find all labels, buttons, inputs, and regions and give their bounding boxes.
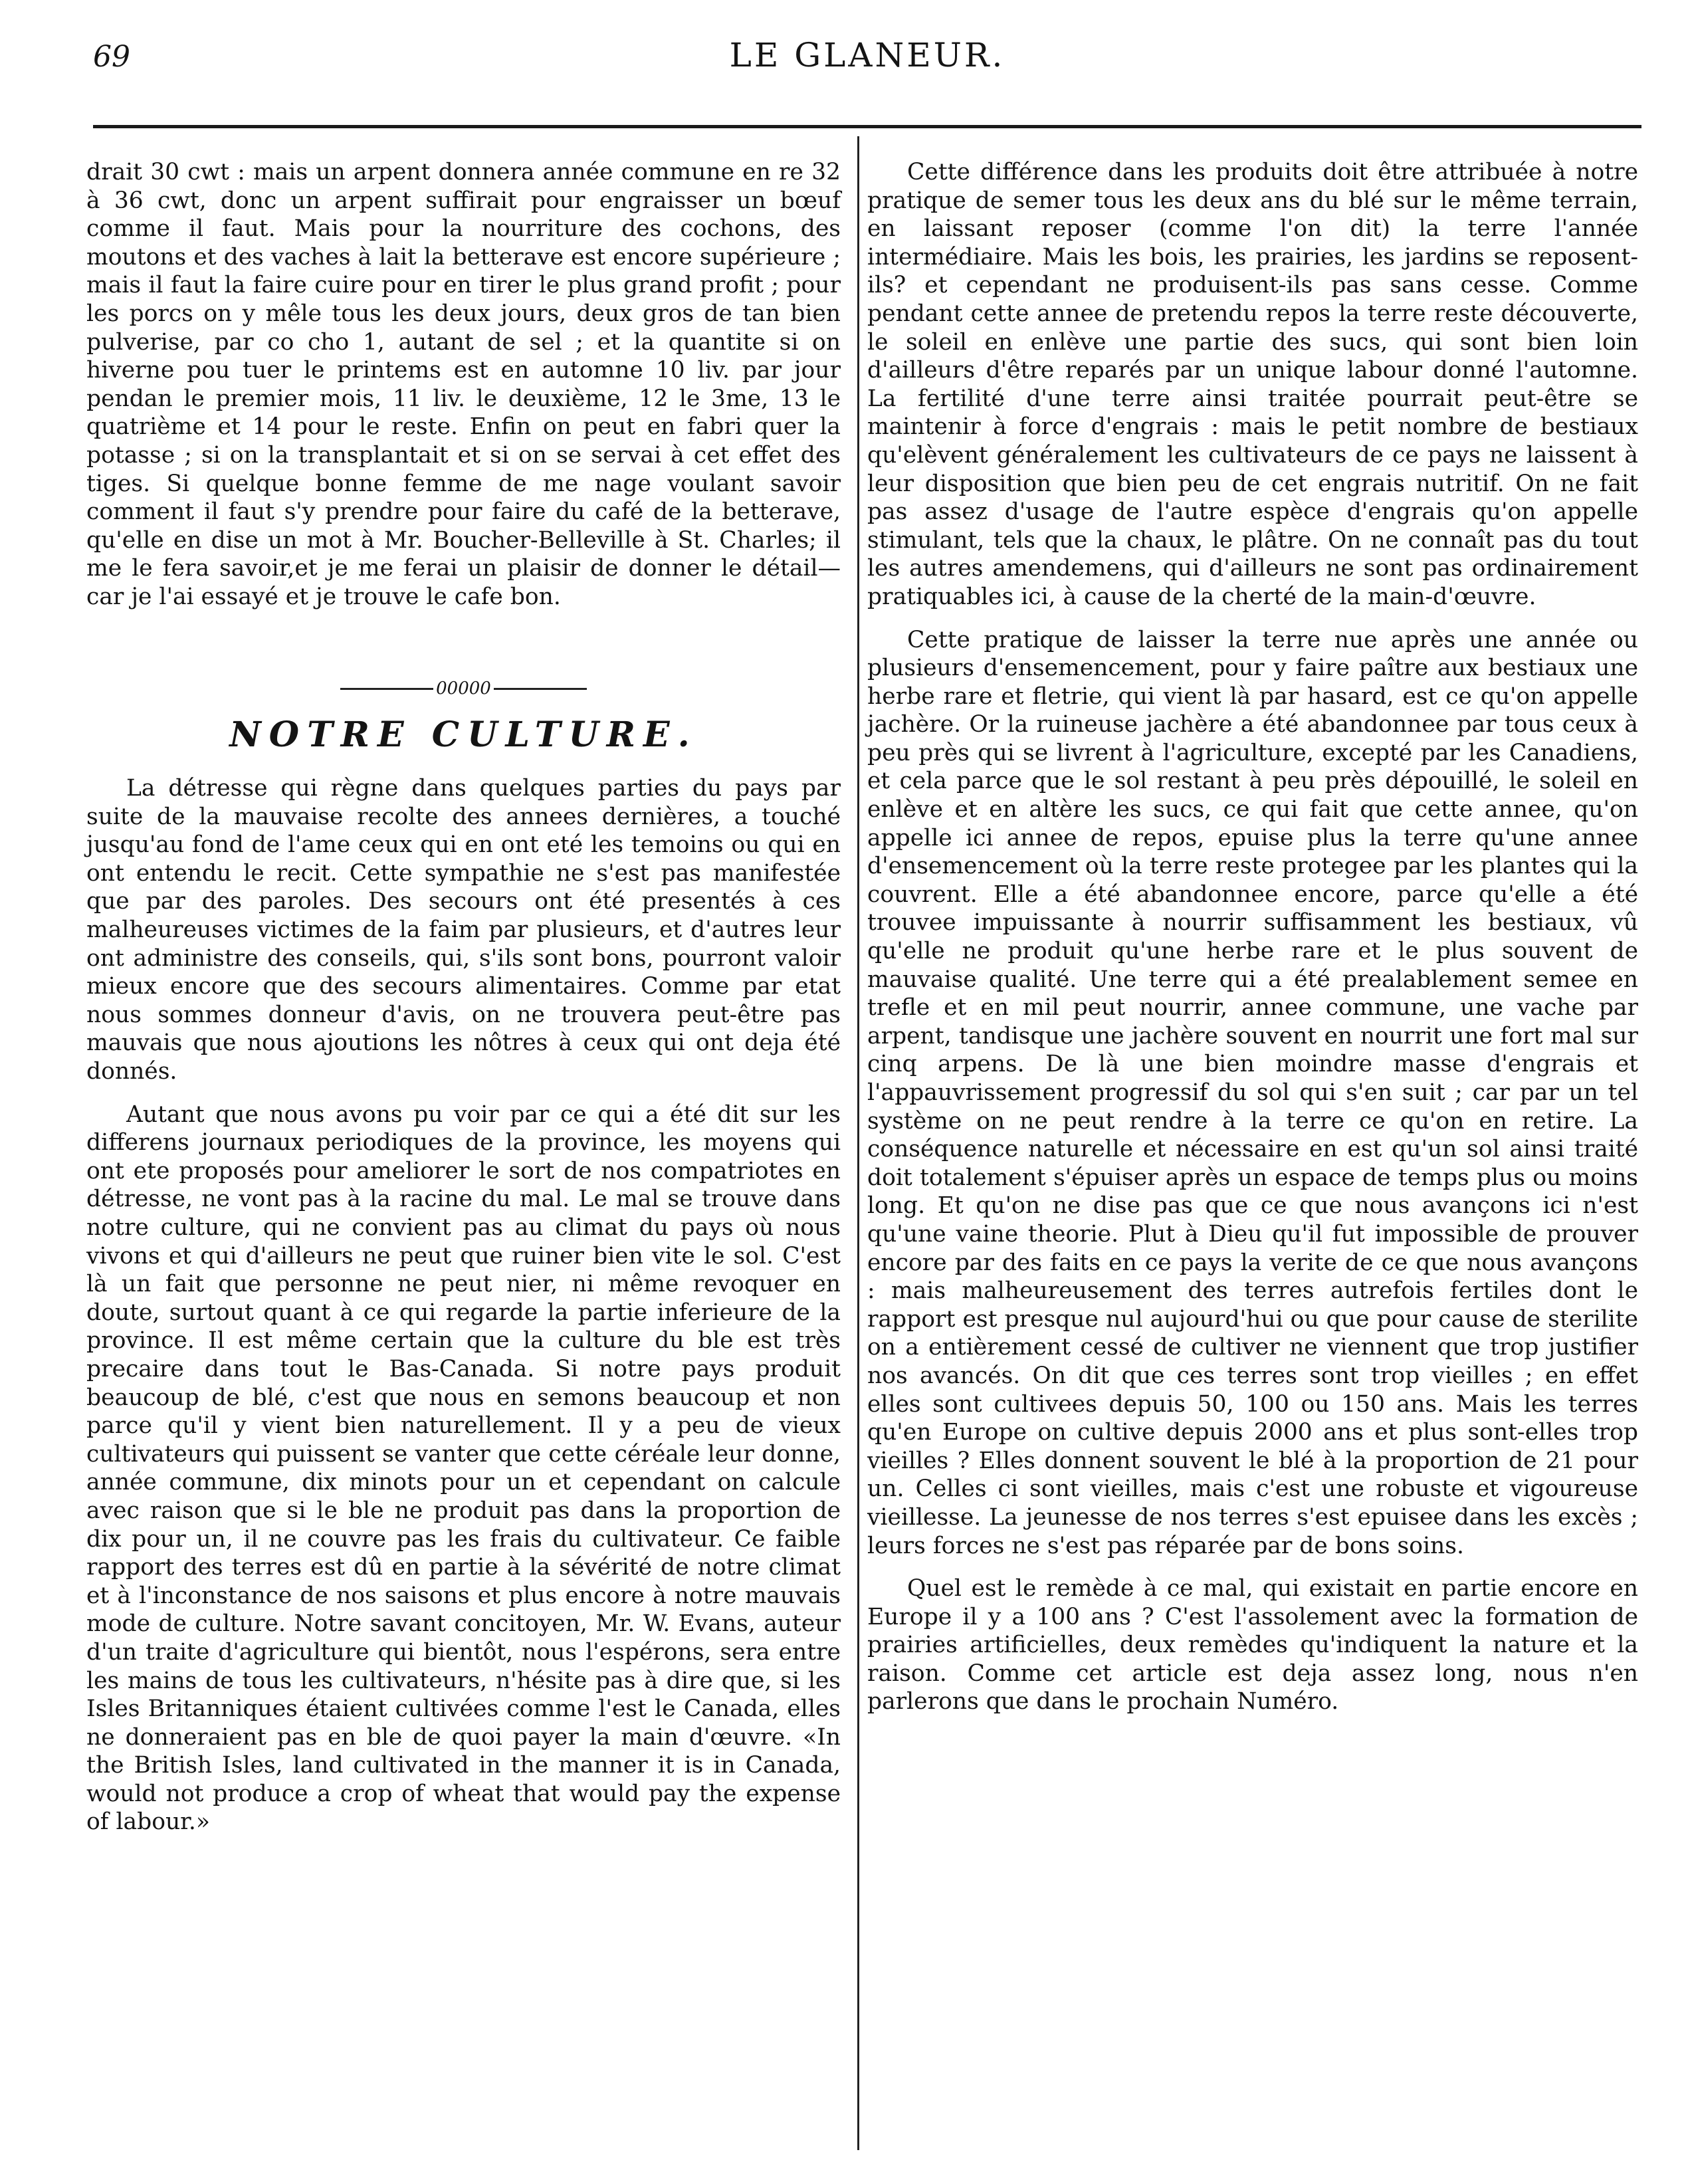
header-rule xyxy=(93,125,1641,128)
page-number: 69 xyxy=(93,40,130,74)
article-paragraph: Cette pratique de laisser la terre nue après une année ou plusieurs d'ensemencement, pour y faire paître aux bestiaux une herbe rare et fletrie, qui vient là par hasard, est ce qu'on appelle jachère. Or la ruineuse jachère a été abandonnee par tous ceux à peu près qui se livrent à l'agriculture, excepté par les Canadiens, et cela parce que le sol restant à peu près dépouillé, le soleil en enlève et en altère les sucs, ce qui fait que cette annee, qu'on appelle ici annee de repos, epuise plus la terre qu'une annee d'ensemencement où la terre reste protegee par les plantes qui la couvrent. Elle a été abandonnee encore, parce qu'elle a été trouvee impuissante à nourrir suffisamment les bestiaux, vû qu'elle ne produit qu'une herbe rare et le plus souvent de mauvaise qualité. Une terre qui a été prealablement semee en trefle et en mil peut nourrir, annee commune, une vache par arpent, tandisque une jachère souvent en nourrit une fort mal sur cinq arpens. De là une bien moindre masse d'engrais et l'appauvrissement progressif du sol qui s'en suit ; car par un tel système on ne peut rendre à la terre ce qu'on en retire. La conséquence naturelle et nécessaire en est qu'un sol ainsi traité doit totalement s'épuiser après un espace de temps plus ou moins long. Et qu'on ne dise pas que ce que nous avançons ici n'est qu'une vaine theorie. Plut à Dieu qu'il fut impossible de prouver encore par des faits en ce pays la verite de ce que nous avançons : mais malheureusement des terres autrefois fertiles dont le rapport est presque nul aujourd'hui ou que pour cause de sterilite on a entièrement cessé de cultiver ne viennent que trop justifier nos avancés. On dit que ces terres sont trop vieilles ; en effet elles sont cultivees depuis 50, 100 ou 150 ans. Mais les terres qu'en Europe on cultive depuis 2000 ans et plus sont-elles trop vieilles ? Elles donnent souvent le blé à la proportion de 21 pour un. Celles ci sont vieilles, mais c'est une robuste et vigoureuse vieillesse. La jeunesse de nos terres s'est epuisee dans les excès ; leurs forces ne s'est pas réparée par de bons soins. xyxy=(867,626,1638,1559)
column-divider xyxy=(857,136,859,2150)
article-paragraph: La détresse qui règne dans quelques parties du pays par suite de la mauvaise recolte des annees dernières, a touché jusqu'au fond de l'ame ceux qui en ont eté les temoins ou qui en ont entendu le recit. Cette sympathie ne s'est pas manifestée que par des paroles. Des secours ont été presentés à ces malheureuses victimes de la faim par plusieurs, et d'autres leur ont administre des conseils, qui, s'ils sont bons, pourront valoir mieux encore que des secours alimentaires. Comme par etat nous sommes donneur d'avis, on ne trouvera peut-être pas mauvais que nous ajoutions les nôtres à ceux qui ont deja été donnés. xyxy=(86,775,841,1085)
continued-paragraph: drait 30 cwt : mais un arpent donnera année commune en re 32 à 36 cwt, donc un arpent suffirait pour engraisser un bœuf comme il faut. Mais pour la nourriture des cochons, des moutons et des vaches à lait la betterave est encore supérieure ; mais il faut la faire cuire pour en tirer le plus grand profit ; pour les porcs on y mêle tous les deux jours, deux gros de tan bien pulverise, par co cho 1, autant de sel ; et la quantite si on hiverne pou tuer le printems est en automne 10 liv. par jour pendan le premier mois, 11 liv. le deuxième, 12 le 3me, 13 le quatrième et 14 pour le reste. Enfin on peut en fabri quer la potasse ; si on la transplantait et si on se servai à cet effet des tiges. Si quelque bonne femme de me nage voulant savoir comment il faut s'y prendre pour faire du café de la betterave, qu'elle en dise un mot à Mr. Boucher-Belleville à St. Charles; il me le fera savoir,et je me ferai un plaisir de donner le détail—car je l'ai essayé et je trouve le cafe bon. xyxy=(86,159,841,610)
separator-mark: 00000 xyxy=(436,678,491,699)
separator-dash-right xyxy=(494,688,587,690)
section-title: NOTRE CULTURE. xyxy=(229,714,698,755)
journal-title: LE GLANEUR. xyxy=(729,36,1005,74)
left-column xyxy=(86,158,841,1836)
article-paragraph: Quel est le remède à ce mal, qui existait en partie encore en Europe il y a 100 ans ? C'est l'assolement avec la formation de prairies artificielles, deux remèdes qu'indiquent la nature et la raison. Comme cet article est deja assez long, nous n'en parlerons que dans le prochain Numéro. xyxy=(867,1575,1638,1715)
section-separator xyxy=(86,675,841,699)
article-paragraph: Cette différence dans les produits doit être attribuée à notre pratique de semer tous les deux ans du blé sur le même terrain, en laissant reposer (comme l'on dit) la terre l'année intermédiaire. Mais les bois, les prairies, les jardins se reposent-ils? et cependant ne produisent-ils pas sans cesse. Comme pendant cette annee de pretendu repos la terre reste découverte, le soleil en enlève une partie des sucs, qui sont bien loin d'ailleurs d'être reparés par un unique labour donné l'automne. La fertilité d'une terre ainsi traitée pourrait peut-être se maintenir à force d'engrais : mais le petit nombre de bestiaux qu'elèvent généralement les cultivateurs de ce pays ne laissent à leur disposition que bien peu de cet engrais nutritif. On ne fait pas assez d'usage de l'autre espèce d'engrais qu'on appelle stimulant, tels que la chaux, le plâtre. On ne connaît pas du tout les autres amendemens, qui d'ailleurs ne sont pas ordinairement pratiquables ici, à cause de la cherté de la main-d'œuvre. xyxy=(867,159,1638,610)
article-paragraph: Autant que nous avons pu voir par ce qui a été dit sur les differens journaux periodiques de la province, les moyens qui ont ete proposés pour ameliorer le sort de nos compatriotes en détresse, ne vont pas à la racine du mal. Le mal se trouve dans notre culture, qui ne convient pas au climat du pays où nous vivons et qui d'ailleurs ne peut que ruiner bien vite le sol. C'est là un fait que personne ne peut nier, ni même revoquer en doute, surtout quant à ce qui regarde la partie inferieure de la province. Il est même certain que la culture du ble est très precaire dans tout le Bas-Canada. Si notre pays produit beaucoup de blé, c'est que nous en semons beaucoup et non parce qu'il y vient bien naturellement. Il y a peu de vieux cultivateurs qui puissent se vanter que cette céréale leur donne, année commune, dix minots pour un et cependant on calcule avec raison que si le ble ne produit pas dans la proportion de dix pour un, il ne couvre pas les frais du cultivateur. Ce faible rapport des terres est dû en partie à la sévérité de notre climat et à l'inconstance de nos saisons et plus encore à notre mauvais mode de culture. Notre savant concitoyen, Mr. W. Evans, auteur d'un traite d'agriculture qui bientôt, nous l'espérons, sera entre les mains de tous les cultivateurs, n'hésite pas à dire que, si les Isles Britanniques étaient cultivées comme l'est le Canada, elles ne donneraient pas en ble de quoi payer la main d'œuvre. «In the British Isles, land cultivated in the manner it is in Canada, would not produce a crop of wheat that would pay the expense of labour.» xyxy=(86,1101,841,1836)
right-column xyxy=(867,158,1638,1716)
separator-dash-left xyxy=(340,688,433,690)
page-header xyxy=(93,36,1641,86)
